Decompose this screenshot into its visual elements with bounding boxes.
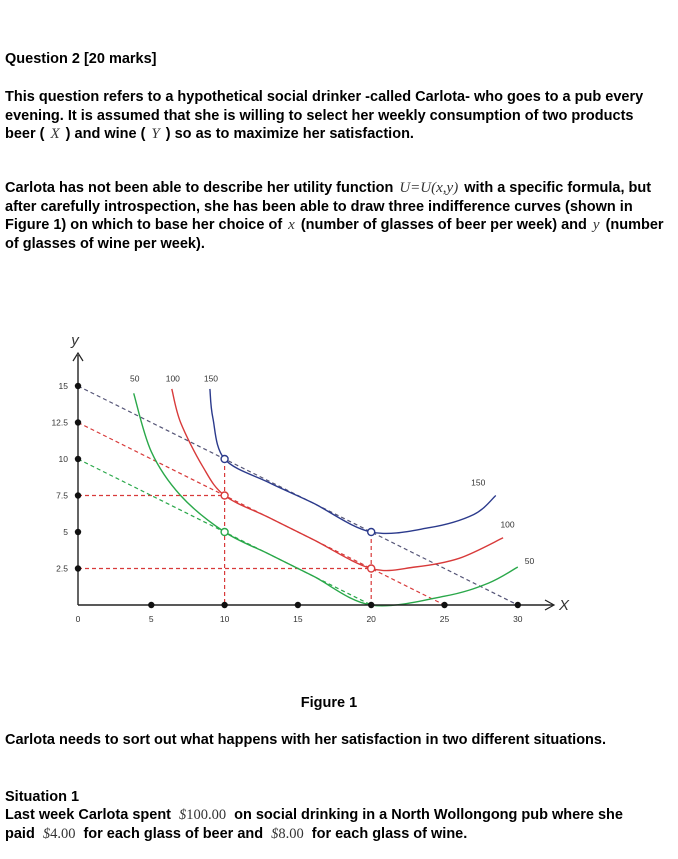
- y-tick-label: 2.5: [56, 563, 68, 574]
- x-tick-dot: [441, 602, 447, 608]
- wine-price-value: 8.00: [278, 825, 304, 842]
- y-tick-label: 12.5: [51, 417, 68, 428]
- intro-paragraph: [5, 88, 665, 144]
- utility-text-3: (number of glasses of beer per week) and: [300, 217, 587, 233]
- tangency-point-150: [368, 529, 375, 536]
- symbol-wine-y: Y: [151, 126, 160, 142]
- symbol-beer-x: X: [50, 126, 60, 142]
- curve-top-label-50: 50: [129, 373, 140, 384]
- x-tick-dot: [368, 602, 374, 608]
- curve-end-label-50: 50: [524, 556, 535, 567]
- intro-text-3: ) so as to maximize her satisfaction.: [165, 126, 414, 142]
- y-tick-dot: [75, 419, 81, 425]
- figure-caption: Figure 1: [300, 695, 358, 711]
- x-tick-label: 10: [219, 614, 230, 624]
- x-tick-label: 20: [366, 614, 376, 624]
- x-tick-dot: [221, 602, 227, 608]
- situation-1-title: Situation 1: [5, 789, 80, 805]
- beer-currency: $: [42, 825, 51, 842]
- x-tick-dot: [515, 602, 521, 608]
- curve-end-label-150: 150: [471, 477, 486, 488]
- beer-price: [35, 826, 84, 842]
- x-tick-dot: [148, 602, 154, 608]
- situation-text-2: on social drinking in a North Wollongong pub where she paid: [5, 807, 623, 842]
- y-tick-dot: [75, 492, 81, 498]
- x-axis-label: X: [558, 597, 570, 614]
- spend-value: 100.00: [186, 807, 227, 823]
- symbol-y: y: [592, 217, 600, 233]
- y-tick-dot: [75, 383, 81, 389]
- x-tick-label: 0: [75, 614, 81, 624]
- tangency-point-100: [368, 565, 375, 572]
- wine-currency: $: [271, 825, 279, 842]
- spend-amount: [171, 807, 234, 823]
- tangency-point-50: [221, 529, 228, 536]
- curve-top-label-150: 150: [203, 373, 219, 384]
- spend-currency: $: [179, 807, 187, 823]
- utility-text-2: with a specific formula, but after carefully introspection, she has been able to draw three indifference curves (shown in Figure 1) on which to base her choice of: [5, 180, 652, 233]
- situation-text-1: Last week Carlota spent: [5, 807, 171, 823]
- intro-text-2: ) and wine (: [65, 126, 146, 142]
- x-tick-dot: [295, 602, 301, 608]
- y-tick-dot: [75, 565, 81, 571]
- y-tick-label: 10: [58, 454, 68, 464]
- y-tick-label: 5: [63, 527, 68, 537]
- x-tick-label: 15: [293, 614, 303, 624]
- question-heading: Question 2 [20 marks]: [5, 51, 157, 67]
- y-tick-dot: [75, 529, 81, 535]
- utility-text-1: Carlota has not been able to describe her utility function: [5, 180, 394, 196]
- symbol-x: x: [288, 217, 295, 233]
- wine-price: [263, 826, 312, 842]
- indifference-curve-50: [134, 393, 518, 605]
- x-tick-label: 30: [513, 614, 523, 624]
- utility-paragraph: [5, 179, 665, 253]
- y-tick-dot: [75, 456, 81, 462]
- y-tick-label: 15: [58, 381, 68, 391]
- tangency-point-100: [221, 492, 228, 499]
- situation-1-text: [5, 806, 665, 843]
- tangency-point-150: [221, 456, 228, 463]
- utility-formula: U=U(x,y): [399, 180, 459, 196]
- intro-text-1: This question refers to a hypothetical social drinker -called Carlota- who goes to a pub every evening. It is assumed that she is willing to select her weekly consumption of two products beer (: [5, 89, 644, 142]
- indifference-curve-100: [172, 389, 503, 571]
- y-axis-label: y: [71, 332, 79, 349]
- x-tick-label: 5: [148, 614, 154, 624]
- situations-intro: Carlota needs to sort out what happens with her satisfaction in two different situations.: [5, 732, 606, 748]
- curve-top-label-100: 100: [165, 373, 180, 384]
- situation-text-3: for each glass of beer and: [83, 825, 264, 842]
- x-tick-label: 25: [439, 614, 450, 624]
- beer-price-value: 4.00: [50, 825, 76, 842]
- situation-text-4: for each glass of wine.: [311, 825, 468, 842]
- curve-end-label-100: 100: [500, 519, 515, 530]
- utility-text-4: (number of glasses of wine per week).: [5, 217, 664, 252]
- indifference-curve-150: [210, 389, 496, 534]
- y-tick-label: 7.5: [56, 490, 68, 501]
- indifference-curves-chart: [40, 325, 600, 645]
